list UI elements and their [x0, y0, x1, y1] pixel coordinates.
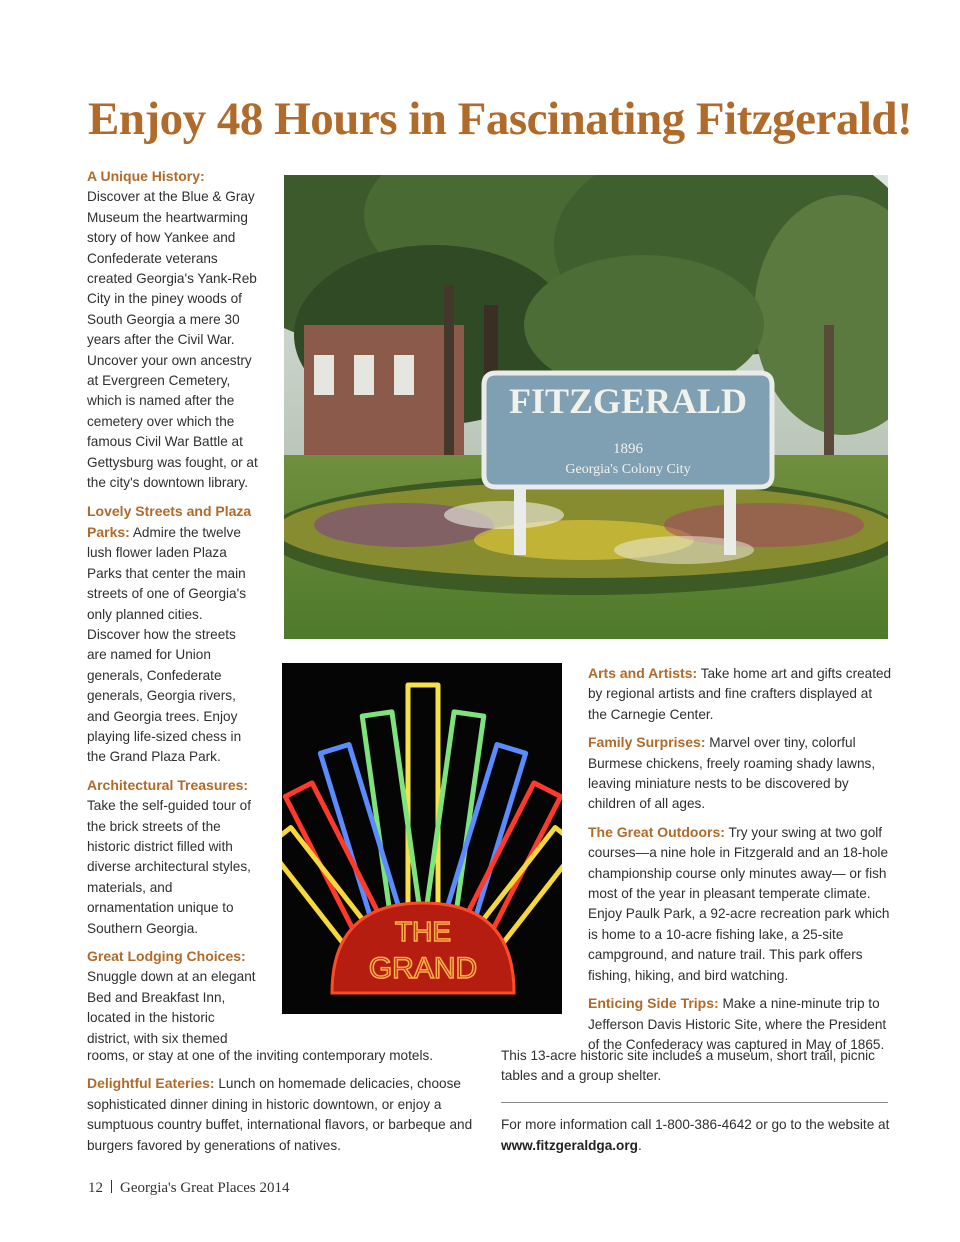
page-number: 12: [88, 1180, 103, 1196]
sign-motto: Georgia's Colony City: [565, 462, 691, 477]
the-grand-neon-sign-photo: [282, 663, 562, 1014]
sign-year: 1896: [613, 441, 643, 457]
sidetrips-continued: [501, 1046, 891, 1087]
website-link[interactable]: www.fitzgeraldga.org: [501, 1138, 638, 1153]
eateries-heading: Delightful Eateries:: [87, 1075, 215, 1092]
streets-heading: Lovely Streets and Plaza Parks:: [87, 502, 252, 540]
flowers: [284, 482, 888, 578]
architecture-body: Take the self-guided tour of the brick streets of the historic district filled with diverse architectural styles, materials, and ornamentation unique to Southern Georgia.: [87, 798, 251, 936]
section-architecture: [87, 775, 259, 939]
divider: [501, 1102, 888, 1103]
section-eateries: [87, 1073, 487, 1156]
right-column: [588, 663, 893, 1062]
sidetrips-body-a: Make a nine-minute trip to Jefferson Davis Historic Site, where the President of the Confederacy was captured in May of 1865.: [588, 996, 887, 1052]
history-heading: A Unique History:: [87, 168, 205, 184]
info-end: .: [637, 1138, 642, 1153]
sign-photo-illustration: [284, 175, 888, 639]
lodging-heading: Great Lodging Choices:: [87, 948, 246, 965]
arts-body: Take home art and gifts created by regional artists and fine crafters displayed at the Carnegie Center.: [588, 666, 892, 722]
fitzgerald-sign-photo: [284, 175, 888, 639]
section-lodging: [87, 946, 259, 1049]
outdoors-body: Try your swing at two golf courses—a nine hole in Fitzgerald and an 18-hole championship course only minutes away— or fish most of the year in pleasant temperate climate. Enjoy Paulk Park, a 92-acre recreation park which is home to a 10-acre fishing lake, a 25-site campground, and nature trail. This park offers fishing, hiking, and bird watching.: [588, 824, 890, 983]
more-info: [501, 1114, 891, 1156]
outdoors-heading: The Great Outdoors:: [588, 823, 725, 840]
footer-separator: [111, 1180, 112, 1193]
publication-name: Georgia's Great Places 2014: [120, 1180, 290, 1196]
history-body: Discover at the Blue & Gray Museum the heartwarming story of how Yankee and Confederate veterans created Georgia's Yank-Reb City in the piney woods of South Georgia a mere 30 years after the Civil War. Uncover your own ancestry at Evergreen Cemetery, which is named after the cemetery over which the famous Civil War Battle at Gettysburg was fought, or at the city's downtown library.: [87, 189, 258, 491]
streets-body: Admire the twelve lush flower laden Plaza Parks that center the main streets of one of Georgia's only planned cities. Discover how the streets are named for Union generals, Confederate generals, Georgia rivers, and Georgia trees. Enjoy playing life-sized chess in the Grand Plaza Park.: [87, 524, 247, 765]
lodging-body-b: rooms, or stay at one of the inviting contemporary motels.: [87, 1048, 434, 1063]
arts-heading: Arts and Artists:: [588, 665, 698, 681]
sign-name: FITZGERALD: [508, 381, 748, 421]
section-outdoors: [588, 822, 893, 986]
eateries-body: Lunch on homemade delicacies, choose sophisticated dinner dining in historic downtown, or enjoy a sumptuous country buffet, international flavors, or barbeque and burgers favored by generations of natives.: [87, 1076, 473, 1153]
left-column: [87, 166, 259, 1056]
section-streets: [87, 501, 259, 768]
lodging-body-a: Snuggle down at an elegant Bed and Breakfast Inn, located in the historic district, with six themed: [87, 969, 256, 1046]
neon-sign-illustration: [282, 663, 562, 1014]
page-title: Enjoy 48 Hours in Fascinating Fitzgerald!: [88, 93, 913, 145]
info-text: For more information call 1-800-386-4642 or go to the website at: [501, 1117, 890, 1132]
section-arts: [588, 663, 893, 725]
right-bottom-column: [501, 1046, 891, 1094]
family-heading: Family Surprises:: [588, 734, 706, 751]
architecture-heading: Architectural Treasures:: [87, 776, 249, 793]
neon-line-grand: GRAND: [368, 952, 478, 985]
left-bottom-column: [87, 1046, 487, 1163]
section-family: [588, 732, 893, 815]
sidetrips-heading: Enticing Side Trips:: [588, 995, 719, 1012]
neon-line-the: THE: [395, 916, 451, 947]
family-body: Marvel over tiny, colorful Burmese chickens, freely roaming shady lawns, leaving miniature nests to be discovered by children of all ages.: [588, 735, 876, 812]
section-history: [87, 166, 259, 494]
sidetrips-body-b: This 13-acre historic site includes a museum, short trail, picnic tables and a group shelter.: [501, 1048, 875, 1084]
lodging-continued: [87, 1046, 487, 1066]
page-footer: [88, 1180, 289, 1197]
